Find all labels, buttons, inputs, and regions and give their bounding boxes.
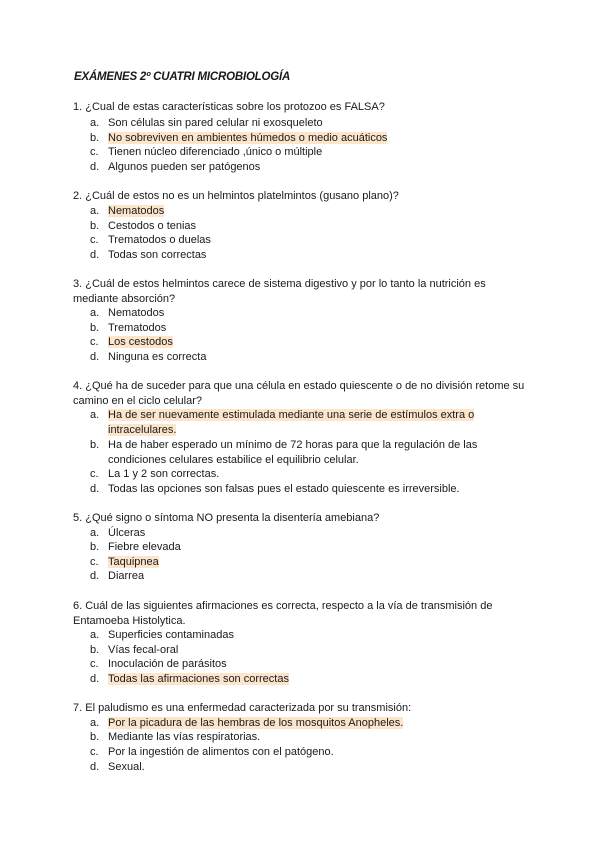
question-4-option-b: b. Ha de haber esperado un mínimo de 72 horas para que la regulación de las condiciones celulares estabilice el equilibrio celular. — [90, 439, 478, 466]
question-6-option-b: b. Vías fecal-oral — [90, 644, 179, 656]
question-5-text: 5. ¿Qué signo o síntoma NO presenta la disentería amebiana? — [73, 512, 380, 524]
question-7-option-d: d. Sexual. — [90, 761, 145, 773]
question-2-option-a: a. Nematodos — [90, 205, 165, 217]
question-4-option-a: a. Ha de ser nuevamente estimulada mediante una serie de estímulos extra o intracelulares. — [90, 409, 475, 436]
question-1-option-b: b. No sobreviven en ambientes húmedos o medio acuáticos — [90, 132, 388, 144]
correct-answer-highlight: Todas las afirmaciones son correctas — [108, 673, 289, 685]
question-1-option-d: d. Algunos pueden ser patógenos — [90, 161, 261, 173]
question-3-option-a: a. Nematodos — [90, 307, 165, 319]
correct-answer-highlight: Los cestodos — [108, 336, 173, 348]
question-2-option-c: c. Trematodos o duelas — [90, 234, 211, 246]
question-1-option-c: c. Tienen núcleo diferenciado ,único o múltiple — [90, 146, 323, 158]
question-1-text: 1. ¿Cual de estas características sobre los protozoo es FALSA? — [73, 101, 385, 113]
question-7-option-b: b. Mediante las vías respiratorias. — [90, 731, 261, 743]
question-6-text: 6. Cuál de las siguientes afirmaciones es correcta, respecto a la vía de transmisión de Entamoeba Histolytica. — [73, 600, 493, 627]
question-5-option-d: d. Diarrea — [90, 570, 145, 582]
question-2-option-b: b. Cestodos o tenias — [90, 220, 197, 232]
document-title: EXÁMENES 2º CUATRI MICROBIOLOGÍA — [74, 71, 291, 83]
question-6-option-d: d. Todas las afirmaciones son correctas — [90, 673, 289, 685]
question-4-option-c: c. La 1 y 2 son correctas. — [90, 468, 220, 480]
question-5-option-a: a. Úlceras — [90, 527, 146, 539]
question-4-text: 4. ¿Qué ha de suceder para que una célula en estado quiescente o de no división retome su camino en el ciclo celular? — [73, 380, 525, 407]
question-6-option-c: c. Inoculación de parásitos — [90, 658, 227, 670]
correct-answer-highlight: Taquipnea — [108, 556, 159, 568]
question-7-text: 7. El paludismo es una enfermedad caracterizada por su transmisión: — [73, 702, 412, 714]
question-5-option-c: c. Taquipnea — [90, 556, 159, 568]
question-3-option-b: b. Trematodos — [90, 322, 167, 334]
question-3-option-d: d. Ninguna es correcta — [90, 351, 207, 363]
correct-answer-highlight: No sobreviven en ambientes húmedos o medio acuáticos — [108, 132, 388, 144]
question-5-option-b: b. Fiebre elevada — [90, 541, 181, 553]
question-7-option-a: a. Por la picadura de las hembras de los mosquitos Anopheles. — [90, 717, 404, 729]
question-2-text: 2. ¿Cuál de estos no es un helmintos platelmintos (gusano plano)? — [73, 190, 399, 202]
question-2-option-d: d. Todas son correctas — [90, 249, 207, 261]
correct-answer-highlight: Ha de ser nuevamente estimulada mediante una serie de estímulos extra o intracelulares. — [108, 409, 475, 436]
correct-answer-highlight: Nematodos — [108, 205, 165, 217]
question-3-option-c: c. Los cestodos — [90, 336, 173, 348]
question-3-text: 3. ¿Cuál de estos helmintos carece de sistema digestivo y por lo tanto la nutrición es mediante absorción? — [73, 278, 486, 305]
question-7-option-c: c. Por la ingestión de alimentos con el patógeno. — [90, 746, 334, 758]
correct-answer-highlight: Por la picadura de las hembras de los mosquitos Anopheles. — [108, 717, 404, 729]
question-1-option-a: a. Son células sin pared celular ni exosqueleto — [90, 117, 323, 129]
question-6-option-a: a. Superficies contaminadas — [90, 629, 234, 641]
question-4-option-d: d. Todas las opciones son falsas pues el estado quiescente es irreversible. — [90, 483, 460, 495]
